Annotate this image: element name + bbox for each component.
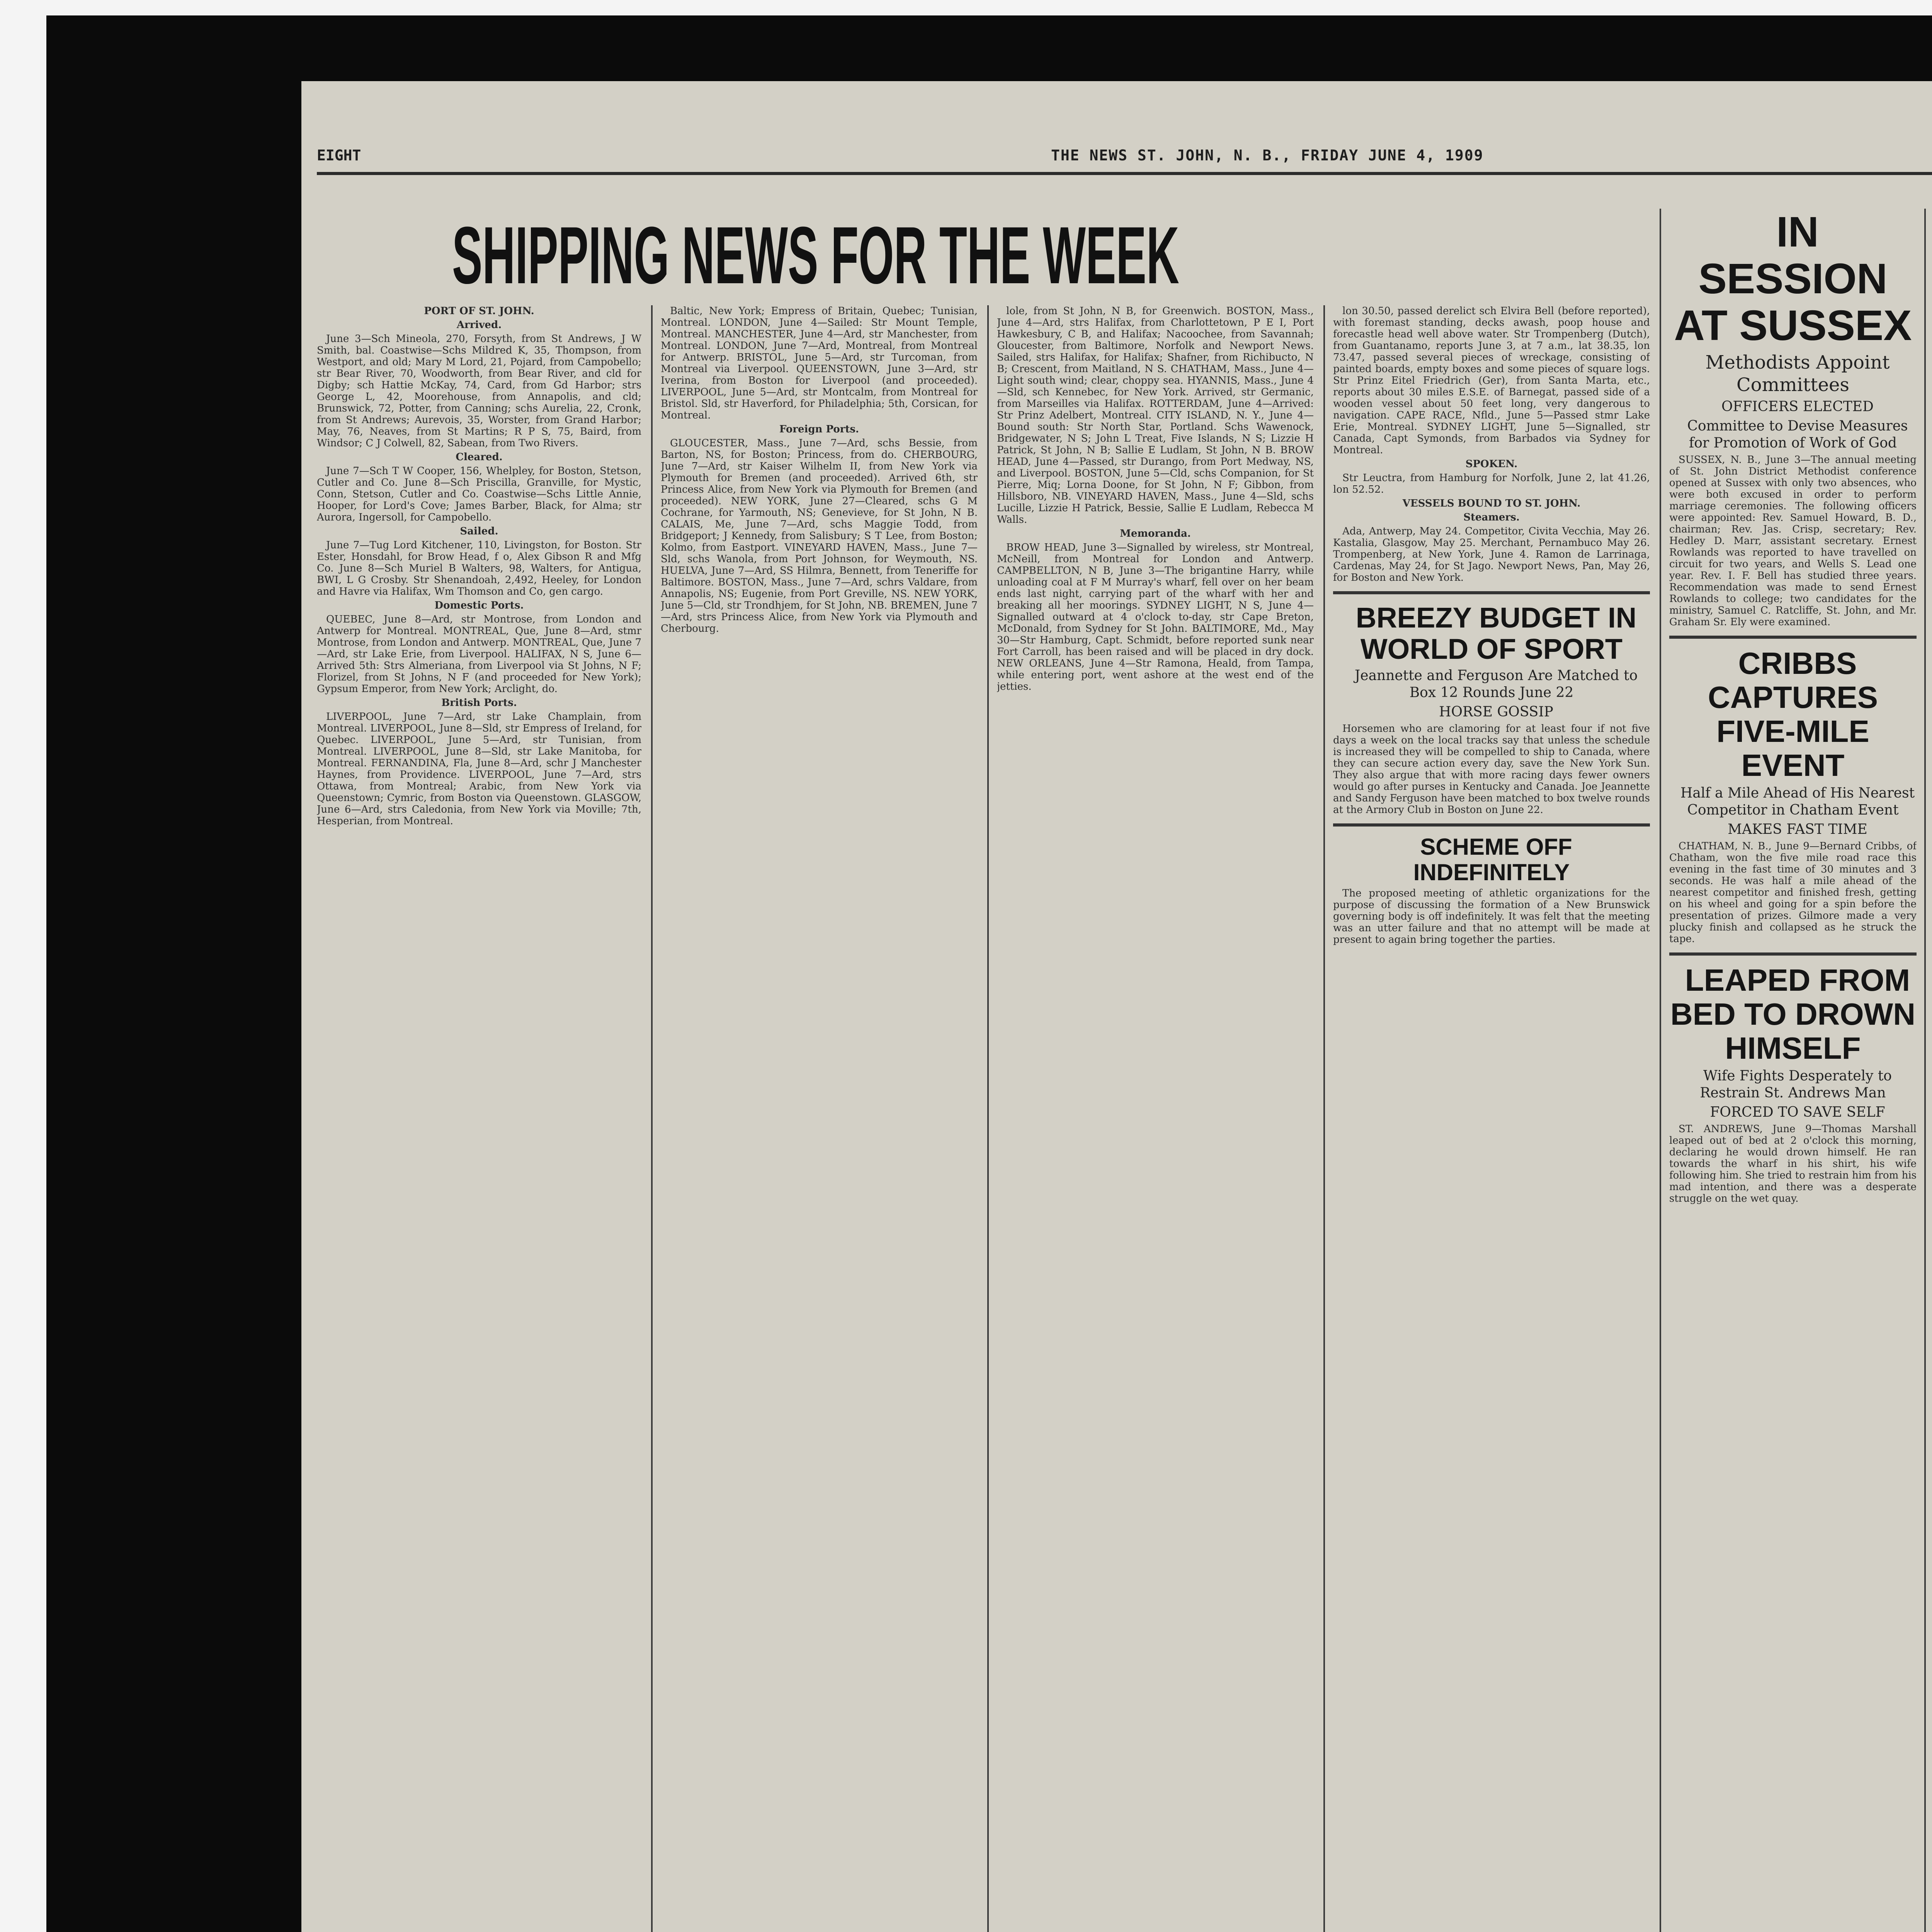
arrived-text: June 3—Sch Mineola, 270, Forsyth, from St Andrews, J W Smith, bal. Coastwise—Schs Mildred K, 35, Thompson, from Westport, and old; Mary M Lord, 21, Pojard, from Campobello; str Bear River, 70, Woodworth, from Bear River, and cld for Digby; sch Hattie McKay, 74, Card, from Gd Harbor; strs George L, 42, Moorehouse, from Annapolis, and cld; Brunswick, 72, Potter, from Canning; schs Aurelia, 22, Cronk, from St Andrews; Aurevois, 35, Worster, from Grand Harbor; May, 76, Neaves, from St Martins; R P S, 75, Baird, from Windsor; C J Colwell, 82, Sabean, from Two Rivers.: [317, 333, 641, 449]
scheme-text: The proposed meeting of athletic organizations for the purpose of discussing the formation of a New Brunswick governing body is off indefinitely. It was felt that the meeting was an utter failure and that no attempt will be made at present to again bring together the parties.: [1333, 887, 1650, 946]
session-text: SUSSEX, N. B., June 3—The annual meeting of St. John District Methodist conference opened at Sussex with only two absences, who were both excused in order to perform marriage ceremonies. The following officers were appointed: Rev. Samuel Howard, B. D., chairman; Rev. Jas. Crisp, secretary; Rev. Hedley D. Marr, assistant secretary. Ernest Rowlands was reported to have travelled on circuit for two years, and Wells S. Lead one year. Rev. I. F. Bell has studied three years. Recommendation was made to send Ernest Rowlands to college; two candidates for the ministry, Samuel C. Ratcliffe, St. John, and Mr. Graham Sr. Ely were examined.: [1669, 454, 1917, 628]
cleared-text: June 7—Sch T W Cooper, 156, Whelpley, for Boston, Stetson, Cutler and Co. June 8—Sch Priscilla, Granville, for Mystic, Conn, Stetson, Cutler and Co. Coastwise—Schs Little Annie, Hooper, for Lord's Cove; James Barber, Black, for Alma; str Aurora, Ingersoll, for Campobello.: [317, 465, 641, 523]
british-text: LIVERPOOL, June 7—Ard, str Lake Champlain, from Montreal. LIVERPOOL, June 8—Sld, str Empress of Ireland, for Quebec. LIVERPOOL, June 5—Ard, str Tunisian, from Montreal. LIVERPOOL, June 8—Sld, str Lake Manitoba, for Montreal. FERNANDINA, Fla, June 8—Ard, schr J Manchester Haynes, from Providence. LIVERPOOL, June 7—Ard, strs Ottawa, from Montreal; Arabic, from New York via Queenstown; Cymric, from Boston via Queenstown. GLASGOW, June 6—Ard, strs Caledonia, from New York via Moville; 7th, Hesperian, from Montreal.: [317, 711, 641, 827]
column-divider: [1660, 209, 1661, 1932]
cribbs-subhead: Half a Mile Ahead of His Nearest Competitor in Chatham Event: [1680, 785, 1915, 818]
leaped-subhead: Wife Fights Desperately to Restrain St. Andrews Man: [1700, 1068, 1892, 1101]
shipping-column-2: [661, 305, 978, 1932]
session-subhead: Methodists Appoint Committees: [1705, 352, 1890, 396]
column-divider: [987, 305, 989, 1932]
masthead: [317, 147, 1932, 174]
shipping-column-3: [997, 305, 1314, 1932]
page-number: EIGHT: [317, 147, 361, 164]
leaped-headline: LEAPED FROM BED TO DROWN HIMSELF: [1670, 963, 1916, 1065]
scan-border-top: [0, 0, 1932, 15]
port-title: PORT OF ST. JOHN.: [424, 305, 534, 317]
spoken-title: SPOKEN.: [1465, 458, 1518, 470]
sport-text: Horsemen who are clamoring for at least four if not five days a week on the local tracks say that unless the schedule is increased they will be compelled to ship to Canada, where they can secure action every day, save the New York Sun. They also argue that with more racing days fewer owners would go after purses in Kentucky and Canada. Joe Jeannette and Sandy Ferguson have been matched to box twelve rounds at the Armory Club in Boston on June 22.: [1333, 723, 1650, 816]
session-headline: IN SESSION AT SUSSEX: [1674, 209, 1912, 349]
dateline: THE NEWS ST. JOHN, N. B., FRIDAY JUNE 4, 1909: [1051, 147, 1484, 164]
sailed-title: Sailed.: [460, 526, 498, 537]
domestic-title: Domestic Ports.: [434, 600, 524, 611]
column-divider: [1323, 305, 1325, 1932]
column-divider: [651, 305, 653, 1932]
sport-subhead: Jeannette and Ferguson Are Matched to Box 12 Rounds June 22: [1354, 667, 1638, 701]
column-divider: [1924, 209, 1926, 1932]
news-column-5: [1669, 209, 1917, 1932]
british-title: British Ports.: [441, 697, 517, 709]
scan-border-left: [0, 0, 46, 1932]
cleared-title: Cleared.: [456, 451, 503, 463]
session-subhead-3: Committee to Devise Measures for Promotion of Work of God: [1687, 418, 1908, 451]
foreign-title: Foreign Ports.: [779, 423, 859, 435]
col2-text: Baltic, New York; Empress of Britain, Quebec; Tunisian, Montreal. LONDON, June 4—Sailed: Str Mount Temple, Montreal. MANCHESTER, June 4—Ard, str Manchester, from Montreal. LONDON, June 7—Ard, Montreal, from Montreal for Antwerp. BRISTOL, June 5—Ard, str Turcoman, from Montreal via Liverpool. QUEENSTOWN, June 3—Ard, str Iverina, from Boston for Liverpool (and proceeded). LIVERPOOL, June 5—Ard, str Montcalm, from Montreal for Bristol. Sld, str Haverford, for Philadelphia; 5th, Corsican, for Montreal.: [661, 305, 978, 421]
sailed-text: June 7—Tug Lord Kitchener, 110, Livingston, for Boston. Str Ester, Honsdahl, for Brow Head, f o, Alex Gibson R and Mfg Co. June 8—Sch Muriel B Walters, 98, Walters, for Antigua, BWI, L G Crosby. Str Shenandoah, 2,492, Heeley, for London and Havre via Halifax, Wm Thomson and Co, gen cargo.: [317, 539, 641, 597]
masthead-rule: [317, 172, 1932, 175]
sport-headline: BREEZY BUDGET IN WORLD OF SPORT: [1355, 602, 1637, 665]
newspaper-page: [301, 81, 1932, 1932]
cribbs-subhead-2: MAKES FAST TIME: [1728, 821, 1867, 837]
spoken-text: Str Leuctra, from Hamburg for Norfolk, June 2, lat 41.26, lon 52.52.: [1333, 472, 1650, 495]
scheme-headline: SCHEME OFF INDEFINITELY: [1413, 833, 1572, 885]
shipping-headline: SHIPPING NEWS FOR THE WEEK: [452, 210, 1179, 301]
foreign-text: GLOUCESTER, Mass., June 7—Ard, schs Bessie, from Barton, NS, for Boston; Princess, from do. CHERBOURG, June 7—Ard, str Kaiser Wilhelm II, from New York via Plymouth for Bremen (and proceeded). Arrived 6th, str Princess Alice, from New York via Plymouth for Bremen (and proceeded). NEW YORK, June 27—Cleared, schs G M Cochrane, for Yarmouth, NS; Genevieve, for St John, N B. CALAIS, Me, June 7—Ard, schs Maggie Todd, from Bridgeport; J Kennedy, from Salisbury; S T Lee, from Boston; Kolmo, from Eastport. VINEYARD HAVEN, Mass., June 7—Sld, schs Wanola, from Port Johnson, for Weymouth, NS. HUELVA, June 7—Ard, SS Hilmra, Bennett, from Teneriffe for Baltimore. BOSTON, Mass., June 7—Ard, schrs Valdare, from Annapolis, NS; Eugenie, from Port Greville, NS. NEW YORK, June 5—Cld, str Trondhjem, for St John, NB. BREMEN, June 7—Ard, strs Princess Alice, from New York via Plymouth and Cherbourg.: [661, 437, 978, 634]
col3-text: lole, from St John, N B, for Greenwich. BOSTON, Mass., June 4—Ard, strs Halifax, from Charlottetown, P E I, Port Hawkesbury, C B, and Halifax; Nacoochee, from Savannah; Gloucester, from Baltimore, Norfolk and Newport News. Sailed, strs Halifax, for Halifax; Shafner, from Richibucto, N B; Crescent, from Maitland, N S. CHATHAM, Mass., June 4—Light south wind; clear, choppy sea. HYANNIS, Mass., June 4—Sld, sch Kennebec, for New York. Arrived, str Germanic, from Marseilles via Halifax. ROTTERDAM, June 4—Arrived: Str Prinz Adelbert, Montreal. CITY ISLAND, N. Y., June 4—Bound south: Str North Star, Portland. Schs Wawenock, Bridgewater, N S; John L Treat, Five Islands, N S; Lizzie H Patrick, St John, N B; Sallie E Ludlam, St John, N B. BROW HEAD, June 4—Passed, str Durango, from Port Medway, NS, and Liverpool. BOSTON, June 5—Cld, schs Companion, for St Pierre, Miq; Lorna Doone, for St John, N F; Gibbon, from Hillsboro, NB. VINEYARD HAVEN, Mass., June 4—Sld, schs Lucille, Lizzie H Patrick, Bessie, Sallie E Ludlam, Rebecca M Walls.: [997, 305, 1314, 526]
leaped-subhead-2: FORCED TO SAVE SELF: [1710, 1104, 1885, 1120]
domestic-text: QUEBEC, June 8—Ard, str Montrose, from London and Antwerp for Montreal. MONTREAL, Que, June 8—Ard, stmr Montrose, from London and Antwerp. MONTREAL, Que, June 7—Ard, str Lake Erie, from Liverpool. HALIFAX, N S, June 6—Arrived 5th: Strs Almeriana, from Liverpool via St Johns, N F; Florizel, from St Johns, N F (and proceeded for New York); Gypsum Emperor, from New York; Arclight, do.: [317, 614, 641, 695]
memoranda-title: Memoranda.: [1120, 528, 1191, 539]
bound-text: Ada, Antwerp, May 24. Competitor, Civita Vecchia, May 26. Kastalia, Glasgow, May 25. Merchant, Pernambuco May 26. Trompenberg, at New York, June 4. Ramon de Larrinaga, Cardenas, May 24, for St Jago. Newport News, Pan, May 26, for Boston and New York.: [1333, 526, 1650, 583]
shipping-column-1: [317, 305, 641, 1932]
cribbs-text: CHATHAM, N. B., June 9—Bernard Cribbs, of Chatham, won the five mile road race this evening in the fast time of 30 minutes and 3 seconds. He was half a mile ahead of the nearest competitor and finished fresh, getting on his wheel and going for a spin before the presentation of prizes. Gilmore made a very plucky finish and collapsed as he struck the tape.: [1669, 840, 1917, 945]
session-subhead-2: OFFICERS ELECTED: [1721, 399, 1874, 415]
sport-subhead-2: HORSE GOSSIP: [1439, 704, 1553, 720]
shipping-column-4: [1333, 305, 1650, 1932]
steamers-title: Steamers.: [1463, 512, 1520, 523]
memoranda-text: BROW HEAD, June 3—Signalled by wireless, str Montreal, McNeill, from Montreal for London and Antwerp. CAMPBELLTON, N B, June 3—The brigantine Harry, while unloading coal at F M Murray's wharf, fell over on her beam ends last night, carrying part of the wharf with her and breaking all her moorings. SYDNEY LIGHT, N S, June 4—Signalled outward at 4 o'clock to-day, str Cape Breton, McDonald, from Sydney for St John. BALTIMORE, Md., May 30—Str Hamburg, Capt. Schmidt, before reported sunk near Fort Carroll, has been raised and will be placed in dry dock. NEW ORLEANS, June 4—Str Ramona, Heald, from Tampa, while entering port, went ashore at the west end of the jetties.: [997, 542, 1314, 692]
leaped-text: ST. ANDREWS, June 9—Thomas Marshall leaped out of bed at 2 o'clock this morning, declaring he would drown himself. He ran towards the wharf in his shirt, his wife following him. She tried to restrain him from his mad intention, and there was a desperate struggle on the wet quay.: [1669, 1123, 1917, 1204]
arrived-title: Arrived.: [456, 319, 502, 331]
col4-top-text: lon 30.50, passed derelict sch Elvira Bell (before reported), with foremast standing, decks awash, poop house and forecastle head well above water. Str Trompenberg (Dutch), from Guantanamo, reports June 3, at 7 a.m., lat 38.35, lon 73.47, passed several pieces of wreckage, consisting of painted boards, empty boxes and some pieces of square logs. Str Prinz Eitel Friedrich (Ger), from Santa Marta, etc., reports about 30 miles E.S.E. of Barnegat, passed side of a wooden vessel about 50 feet long, very dangerous to navigation. CAPE RACE, Nfld., June 5—Passed stmr Lake Erie, Montreal. SYDNEY LIGHT, June 5—Signalled, str Canada, Capt Symonds, from Barbados via Sydney for Montreal.: [1333, 305, 1650, 456]
cribbs-headline: CRIBBS CAPTURES FIVE-MILE EVENT: [1708, 646, 1878, 782]
bound-title: VESSELS BOUND TO ST. JOHN.: [1402, 498, 1581, 509]
